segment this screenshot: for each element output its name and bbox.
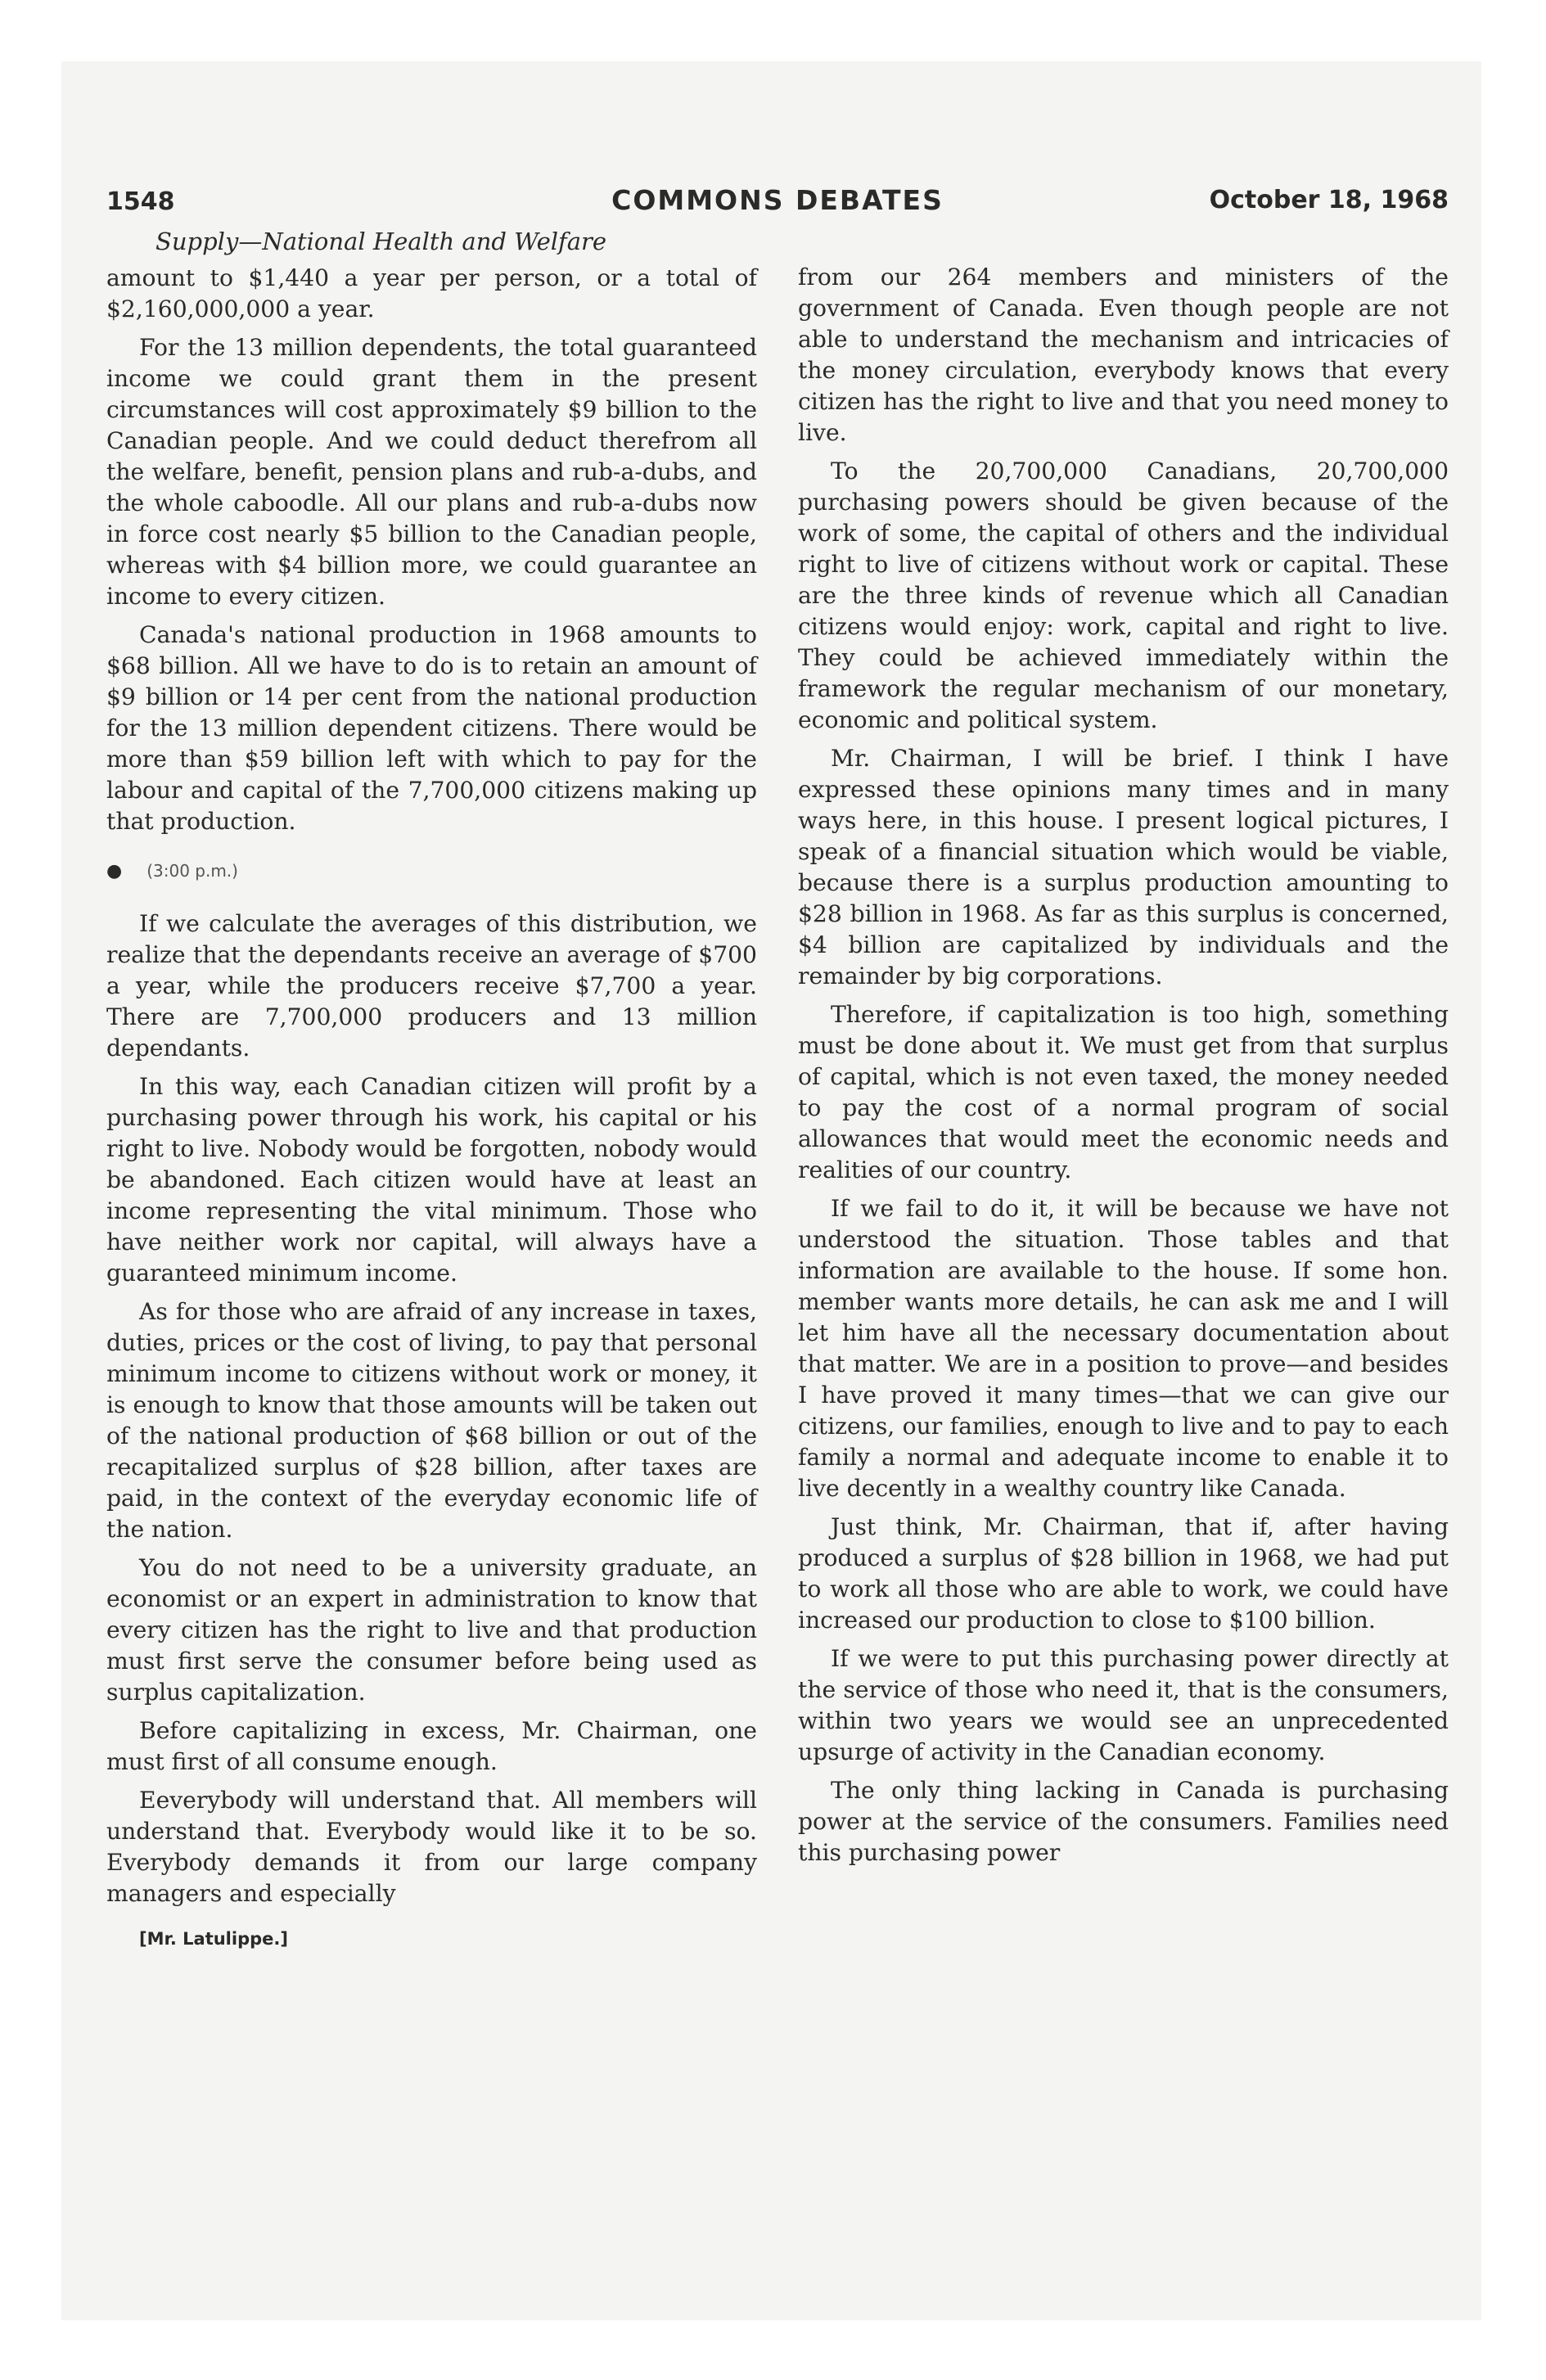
paragraph: Canada's national production in 1968 amounts to $68 billion. All we have to do is to retain an amount of $9 billion or 14 per cent from the national production for the 13 million dependent citizens. There would be more than $59 billion left with which to pay for the labour and capital of the 7,700,000 citizens making up that production. xyxy=(106,621,757,835)
left-column xyxy=(106,225,757,1949)
paragraph: If we were to put this purchasing power directly at the service of those who need it, that is the consumers, within two years we would see an unprecedented upsurge of activity in the Canadian economy. xyxy=(798,1645,1449,1765)
paragraph: If we calculate the averages of this distribution, we realize that the dependants receive an average of $700 a year, while the producers receive $7,700 a year. There are 7,700,000 producers and 13 million dependants. xyxy=(106,910,757,1062)
issue-date: October 18, 1968 xyxy=(1209,186,1449,214)
paragraph: In this way, each Canadian citizen will profit by a purchasing power through his work, his capital or his right to live. Nobody would be forgotten, nobody would be abandoned. Each citizen would have at least an income representing the vital minimum. Those who have neither work nor capital, will always have a guaranteed minimum income. xyxy=(106,1073,757,1287)
hansard-page xyxy=(106,184,1449,2312)
paragraph: To the 20,700,000 Canadians, 20,700,000 purchasing powers should be given because of the work of some, the capital of others and the individual right to live of citizens without work or capital. These are the three kinds of revenue which all Canadian citizens would enjoy: work, capital and right to live. They could be achieved immediately within the framework the regular mechanism of our monetary, economic and political system. xyxy=(798,458,1449,733)
paragraph: Therefore, if capitalization is too high, something must be done about it. We must get from that surplus of capital, which is not even taxed, the money needed to pay the cost of a normal program of social allowances that would meet the economic needs and realities of our country. xyxy=(798,1001,1449,1183)
paragraph: For the 13 million dependents, the total guaranteed income we could grant them in the present circumstances will cost approximately $9 billion to the Canadian people. And we could deduct therefrom all the welfare, benefit, pension plans and rub-a-dubs, and the whole caboodle. All our plans and rub-a-dubs now in force cost nearly $5 billion to the Canadian people, whereas with $4 billion more, we could guarantee an income to every citizen. xyxy=(106,334,757,610)
bullet-icon: ● xyxy=(106,861,123,881)
speaker-attribution: [Mr. Latulippe.] xyxy=(139,1929,288,1949)
running-head xyxy=(106,184,1449,223)
section-heading: Supply—National Health and Welfare xyxy=(156,228,607,255)
paragraph: from our 264 members and ministers of the government of Canada. Even though people are not able to understand the mechanism and intricacies of the money circulation, everybody knows that every citizen has the right to live and that you need money to live. xyxy=(798,264,1449,446)
paragraph: Eeverybody will understand that. All members will understand that. Everybody would like it to be so. Everybody demands it from our large company managers and especially xyxy=(106,1787,757,1907)
paragraph: If we fail to do it, it will be because we have not understood the situation. Those tables and that information are available to the house. If some hon. member wants more details, he can ask me and I will let him have all the necessary documentation about that matter. We are in a position to prove—and besides I have proved it many times—that we can give our citizens, our families, enough to live and to pay to each family a normal and adequate income to enable it to live decently in a wealthy country like Canada. xyxy=(798,1195,1449,1502)
time-marker-text: (3:00 p.m.) xyxy=(146,861,238,881)
paragraph: The only thing lacking in Canada is purchasing power at the service of the consumers. Families need this purchasing power xyxy=(798,1777,1449,1866)
journal-title: COMMONS DEBATES xyxy=(611,184,944,216)
page-number: 1548 xyxy=(106,187,175,216)
time-marker xyxy=(106,859,757,884)
paragraph: Mr. Chairman, I will be brief. I think I have expressed these opinions many times and in many ways here, in this house. I present logical pictures, I speak of a financial situation which would be viable, because there is a surplus production amounting to $28 billion in 1968. As far as this surplus is concerned, $4 billion are capitalized by individuals and the remainder by big corporations. xyxy=(798,745,1449,989)
paragraph: As for those who are afraid of any increase in taxes, duties, prices or the cost of living, to pay that personal minimum income to citizens without work or money, it is enough to know that those amounts will be taken out of the national production of $68 billion or out of the recapitalized surplus of $28 billion, after taxes are paid, in the context of the everyday economic life of the nation. xyxy=(106,1298,757,1543)
paragraph: Before capitalizing in excess, Mr. Chairman, one must first of all consume enough. xyxy=(106,1717,757,1775)
paragraph: You do not need to be a university graduate, an economist or an expert in administration to know that every citizen has the right to live and that production must first serve the consumer before being used as surplus capitalization. xyxy=(106,1554,757,1706)
right-column xyxy=(798,262,1449,1876)
paragraph: amount to $1,440 a year per person, or a total of $2,160,000,000 a year. xyxy=(106,264,757,322)
paragraph: Just think, Mr. Chairman, that if, after having produced a surplus of $28 billion in 1968, we had put to work all those who are able to work, we could have increased our production to close to $100 billion. xyxy=(798,1513,1449,1634)
